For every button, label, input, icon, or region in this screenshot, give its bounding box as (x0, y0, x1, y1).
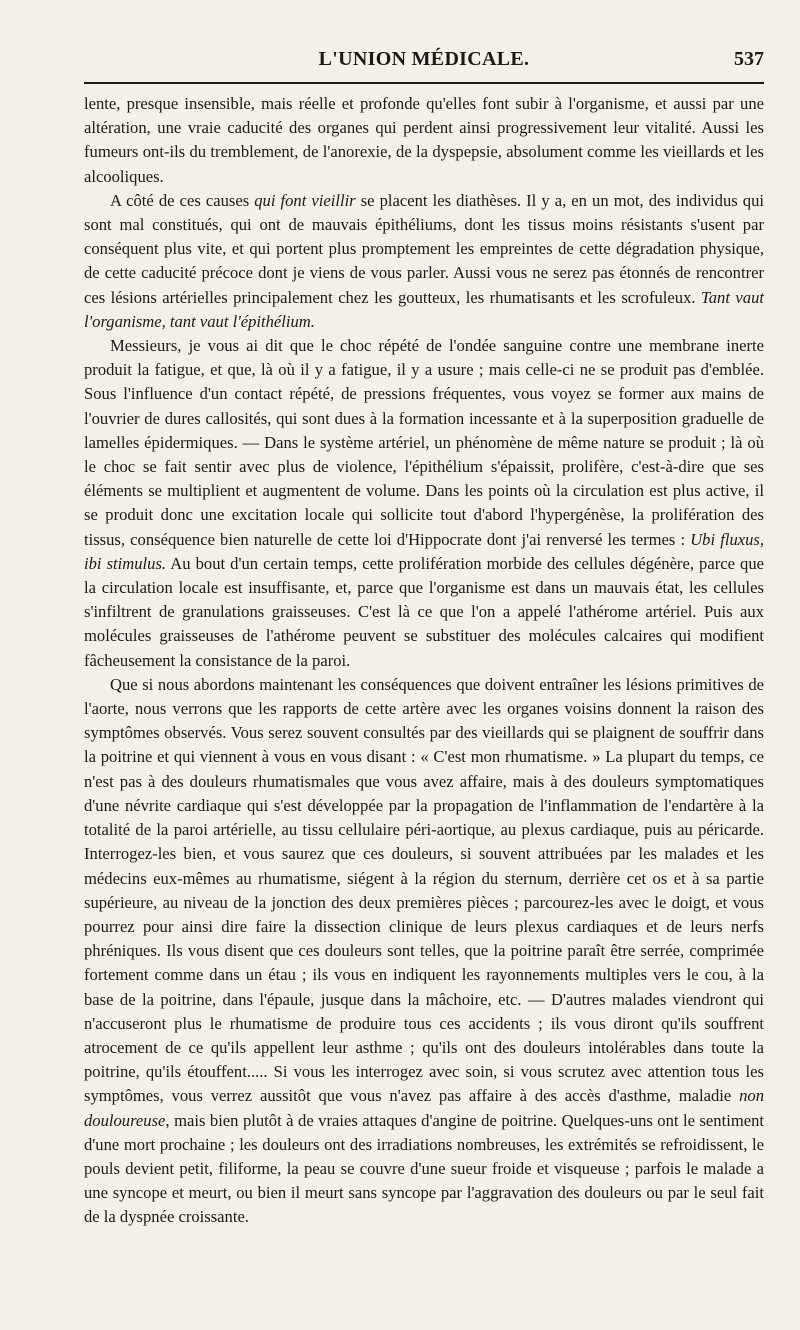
header-rule (84, 82, 764, 84)
paragraph-4 (84, 673, 764, 1230)
paragraph-1 (84, 92, 764, 189)
paragraph-3 (84, 334, 764, 673)
paragraph-2 (84, 189, 764, 334)
text-run: Au bout d'un certain temps, cette prolifération morbide des cellules dégénère, parce que la circulation locale est insuffisante, et, parce que l'organisme est dans un mauvais état, les cellules s'infiltrent de granulations graisseuses. C'est là ce que l'on a appelé l'athérome artériel. Puis aux molécules graisseuses de l'athérome peuvent se substituer des molécules calcaires qui modifient fâcheusement la consistance de la paroi. (84, 553, 765, 670)
text-run: Que si nous abordons maintenant les conséquences que doivent entraîner les lésions primitives de l'aorte, nous verrons que les rapports de cette artère avec les organes voisins donnent la raison des symptômes observés. Vous serez souvent consultés par des vieillards qui se plaignent de souffrir dans la poitrine et qui viennent à vous en vous disant : « C'est mon rhumatisme. » La plupart du temps, ce n'est pas à des douleurs rhumatismales que vous avez affaire, mais à des douleurs symptomatiques d'une névrite cardiaque qui s'est développée par la propagation de l'inflammation de l'endartère à la totalité de la paroi artérielle, au tissu cellulaire péri-aortique, au plexus cardiaque, puis au péricarde. Interrogez-les bien, et vous saurez que ces douleurs, si souvent attribuées par les malades et les médecins eux-mêmes au rhumatisme, siégent à la région du sternum, derrière cet os et à sa partie supérieure, au niveau de la jonction des deux premières pièces ; parcourez-les avec le doigt, et vous pourrez pour ainsi dire faire la dissection clinique de leurs plexus cardiaques et de leurs nerfs phréniques. Ils vous disent que ces douleurs sont telles, que la poitrine paraît être serrée, comprimée fortement comme dans un étau ; ils vous en indiquent les rayonnements multiples vers le cou, à la base de la poitrine, dans l'épaule, jusque dans la mâchoire, etc. — D'autres malades viendront qui n'accuseront plus le rhumatisme de produire tous ces accidents ; ils vous diront qu'ils souffrent atrocement de ce qu'ils appellent leur asthme ; qu'ils ont des douleurs intolérables dans toute la poitrine, qu'ils étouffent..... Si vous les interrogez avec soin, si vous scrutez avec attention tous les symptômes, vous verrez aussitôt que vous n'avez pas affaire à des accès d'asthme, maladie (84, 674, 764, 1106)
italic-run: non douloureuse (84, 1086, 764, 1130)
body-text (84, 92, 764, 1230)
text-run: lente, presque insensible, mais réelle et profonde qu'elles font subir à l'organisme, et aussi par une altération, une vraie caducité des organes qui perdent ainsi progressivement leur vitalité. Aussi les fumeurs ont-ils du tremblement, de l'anorexie, de la dyspepsie, absolument comme les vieillards et les alcooliques. (84, 94, 764, 186)
text-run: Messieurs, je vous ai dit que le choc répété de l'ondée sanguine contre une membrane inerte produit la fatigue, et que, là où il y a fatigue, il y a usure ; mais celle-ci ne se produit pas d'emblée. Sous l'influence d'un contact répété, de pressions fréquentes, vous voyez se former aux mains de l'ouvrier de dures callosités, qui sont dues à la formation incessante et à la superposition graduelle de lamelles épidermiques. — Dans le système artériel, un phénomène de même nature se produit ; là où le choc se fait sentir avec plus de violence, l'épithélium s'épaissit, prolifère, c'est-à-dire que ses éléments se multiplient et augmentent de volume. Dans les points où la circulation est plus active, il se produit donc une excitation locale qui sollicite tout d'abord l'hypergénèse, la prolifération des tissus, conséquence bien naturelle de cette loi d'Hippocrate dont j'ai renversé les termes : (84, 336, 764, 549)
running-title: L'UNION MÉDICALE. (318, 48, 530, 70)
text-run: , mais bien plutôt à de vraies attaques d'angine de poitrine. Quelques-uns ont le sentiment d'une mort prochaine ; les douleurs ont des irradiations nombreuses, les extrémités se refroidissent, le pouls devient petit, filiforme, la peau se couvre d'une sueur froide et visqueuse ; parfois le malade a une syncope et meurt, ou bien il meurt sans syncope par l'aggravation des douleurs ou par le seul fait de la dyspnée croissante. (84, 1110, 764, 1227)
text-run: se placent les diathèses. Il y a, en un mot, des individus qui sont mal constitués, qui ont de mauvais épithéliums, dont les tissus moins résistants s'usent par conséquent plus vite, et qui portent plus promptement les empreintes de cette dégradation physique, de cette caducité précoce dont je viens de vous parler. Aussi vous ne serez pas étonnés de rencontrer ces lésions artérielles principalement chez les goutteux, les rhumatisants et les scrofuleux. (84, 190, 764, 307)
italic-run: Ubi fluxus, ibi stimulus. (84, 529, 765, 573)
text-run: A côté de ces causes (110, 190, 255, 210)
page-number: 537 (734, 48, 764, 70)
italic-run: Tant vaut l'organisme, tant vaut l'épithélium. (84, 287, 764, 331)
page-header (84, 48, 764, 80)
italic-run: qui font vieillir (254, 190, 356, 210)
